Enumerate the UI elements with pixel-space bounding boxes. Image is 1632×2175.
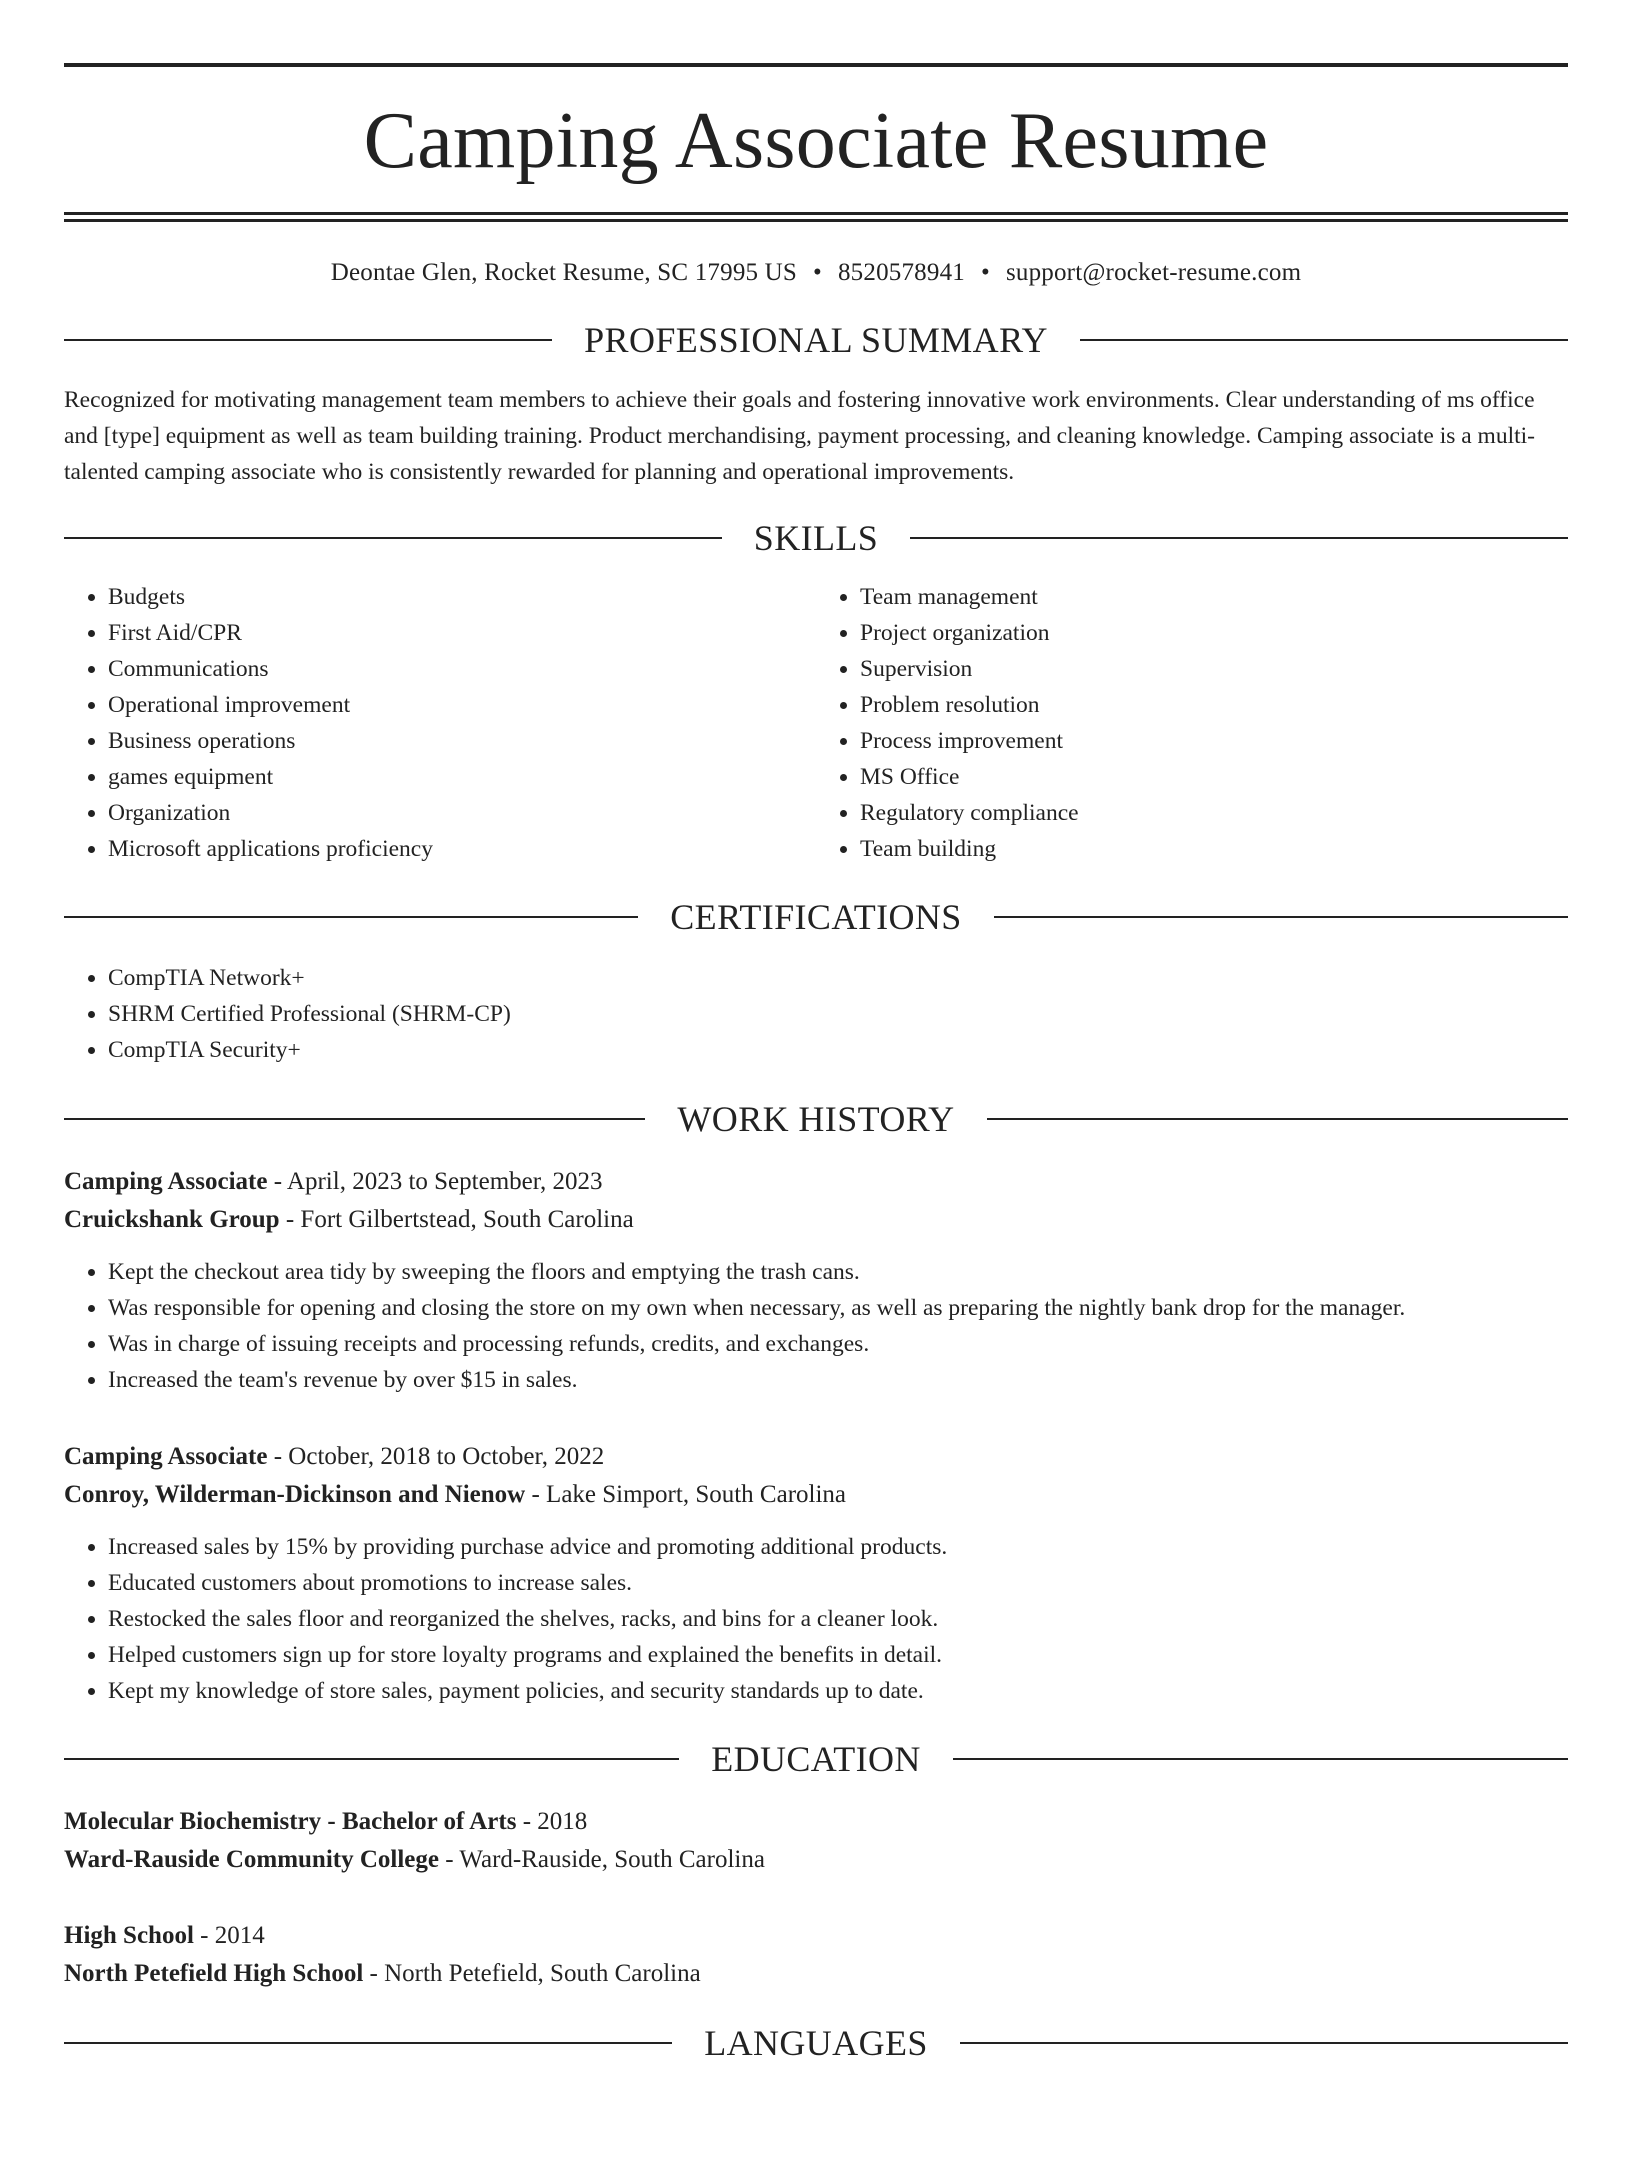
job-title: Camping Associate <box>64 1443 268 1470</box>
job-bullets <box>64 1254 1568 1398</box>
section-header-summary <box>64 322 1568 358</box>
skills-column-left <box>64 579 816 867</box>
job-location: - Fort Gilbertstead, South Carolina <box>279 1206 634 1233</box>
skill-item: • Problem resolution <box>860 687 1568 723</box>
section-header-education <box>64 1741 1568 1777</box>
certifications-list <box>64 960 1568 1068</box>
contact-email: support@rocket-resume.com <box>1005 259 1302 286</box>
job-bullet: • Increased sales by 15% by providing purchase advice and promoting additional products. <box>108 1529 1568 1565</box>
skills-grid <box>64 579 1568 867</box>
job-entry <box>64 1438 1568 1709</box>
skill-item: • MS Office <box>860 759 1568 795</box>
section-header-certifications <box>64 899 1568 935</box>
section-title-education: EDUCATION <box>711 1739 921 1779</box>
certification-item: • CompTIA Network+ <box>108 960 1568 996</box>
education-location: - North Petefield, South Carolina <box>363 1960 701 1987</box>
skill-item: • Budgets <box>108 579 816 615</box>
contact-line <box>64 258 1568 288</box>
divider <box>910 537 1568 539</box>
education-school-line <box>64 1841 1568 1879</box>
education-school: Ward-Rauside Community College <box>64 1846 439 1873</box>
skill-item: • Team management <box>860 579 1568 615</box>
job-company-line <box>64 1201 1568 1239</box>
divider <box>64 1758 679 1760</box>
skill-item: • Microsoft applications proficiency <box>108 831 816 867</box>
education-entry <box>64 1917 1568 1993</box>
job-bullets <box>64 1529 1568 1709</box>
skill-item: • Communications <box>108 651 816 687</box>
job-bullet: • Was in charge of issuing receipts and processing refunds, credits, and exchanges. <box>108 1326 1568 1362</box>
job-title: Camping Associate <box>64 1168 268 1195</box>
divider <box>960 2042 1568 2044</box>
certification-item: • SHRM Certified Professional (SHRM-CP) <box>108 996 1568 1032</box>
divider <box>64 537 722 539</box>
contact-address: Deontae Glen, Rocket Resume, SC 17995 US <box>330 259 798 286</box>
job-dates: - April, 2023 to September, 2023 <box>267 1168 603 1195</box>
job-bullet: • Educated customers about promotions to increase sales. <box>108 1565 1568 1601</box>
contact-separator: • <box>813 259 822 286</box>
divider <box>64 339 552 341</box>
divider <box>64 916 638 918</box>
skill-item: • Supervision <box>860 651 1568 687</box>
skills-list-left <box>64 579 816 867</box>
job-dates: - October, 2018 to October, 2022 <box>267 1443 605 1470</box>
resume-title: Camping Associate Resume <box>363 97 1269 185</box>
section-header-work <box>64 1101 1568 1137</box>
job-bullet: • Kept my knowledge of store sales, payment policies, and security standards up to date. <box>108 1673 1568 1709</box>
work-history <box>64 1163 1568 1709</box>
resume-page <box>0 63 1632 2175</box>
skill-item: • Project organization <box>860 615 1568 651</box>
education-degree-line <box>64 1803 1568 1841</box>
divider <box>994 916 1568 918</box>
skill-item: • First Aid/CPR <box>108 615 816 651</box>
section-title-certifications: CERTIFICATIONS <box>670 897 962 937</box>
skill-item: • Regulatory compliance <box>860 795 1568 831</box>
job-location: - Lake Simport, South Carolina <box>525 1481 847 1508</box>
section-title-skills: SKILLS <box>753 518 879 558</box>
education-list <box>64 1803 1568 1993</box>
section-header-skills <box>64 520 1568 556</box>
skill-item: • games equipment <box>108 759 816 795</box>
education-degree: Molecular Biochemistry - Bachelor of Arts <box>64 1808 517 1835</box>
certification-item: • CompTIA Security+ <box>108 1032 1568 1068</box>
section-title-work: WORK HISTORY <box>677 1099 955 1139</box>
job-entry <box>64 1163 1568 1398</box>
skills-list-right <box>816 579 1568 867</box>
job-bullet: • Kept the checkout area tidy by sweeping the floors and emptying the trash cans. <box>108 1254 1568 1290</box>
education-year: - 2018 <box>516 1808 588 1835</box>
job-title-line <box>64 1438 1568 1476</box>
skill-item: • Team building <box>860 831 1568 867</box>
skills-column-right <box>816 579 1568 867</box>
job-title-line <box>64 1163 1568 1201</box>
summary-paragraph: Recognized for motivating management team members to achieve their goals and fostering innovative work environments. Clear understanding of ms office and [type] equipment as well as team building training. Product merchandising, payment processing, and cleaning knowledge. Camping associate is a multi-talented camping associate who is consistently rewarded for planning and operational improvements. <box>64 387 1535 485</box>
section-title-languages: LANGUAGES <box>704 2023 928 2063</box>
job-company: Cruickshank Group <box>64 1206 280 1233</box>
divider <box>987 1118 1568 1120</box>
job-company: Conroy, Wilderman-Dickinson and Nienow <box>64 1481 526 1508</box>
divider <box>64 2042 672 2044</box>
education-school: North Petefield High School <box>64 1960 364 1987</box>
divider <box>64 1118 645 1120</box>
job-bullet: • Restocked the sales floor and reorganized the shelves, racks, and bins for a cleaner look. <box>108 1601 1568 1637</box>
skill-item: • Operational improvement <box>108 687 816 723</box>
job-company-line <box>64 1476 1568 1514</box>
education-year: - 2014 <box>193 1922 265 1949</box>
skill-item: • Business operations <box>108 723 816 759</box>
section-title-summary: PROFESSIONAL SUMMARY <box>584 320 1048 360</box>
education-entry <box>64 1803 1568 1879</box>
contact-phone: 8520578941 <box>837 259 965 286</box>
skill-item: • Organization <box>108 795 816 831</box>
title-double-rule <box>64 212 1568 222</box>
education-degree-line <box>64 1917 1568 1955</box>
top-rule <box>64 63 1568 67</box>
job-bullet: • Was responsible for opening and closing the store on my own when necessary, as well as preparing the nightly bank drop for the manager. <box>108 1290 1568 1326</box>
education-location: - Ward-Rauside, South Carolina <box>439 1846 765 1873</box>
divider <box>953 1758 1568 1760</box>
divider <box>1080 339 1568 341</box>
education-degree: High School <box>64 1922 194 1949</box>
skill-item: • Process improvement <box>860 723 1568 759</box>
education-school-line <box>64 1955 1568 1993</box>
section-header-languages <box>64 2025 1568 2061</box>
contact-separator: • <box>980 259 990 286</box>
job-bullet: • Increased the team's revenue by over $15 in sales. <box>108 1362 1568 1398</box>
job-bullet: • Helped customers sign up for store loyalty programs and explained the benefits in detail. <box>108 1637 1568 1673</box>
